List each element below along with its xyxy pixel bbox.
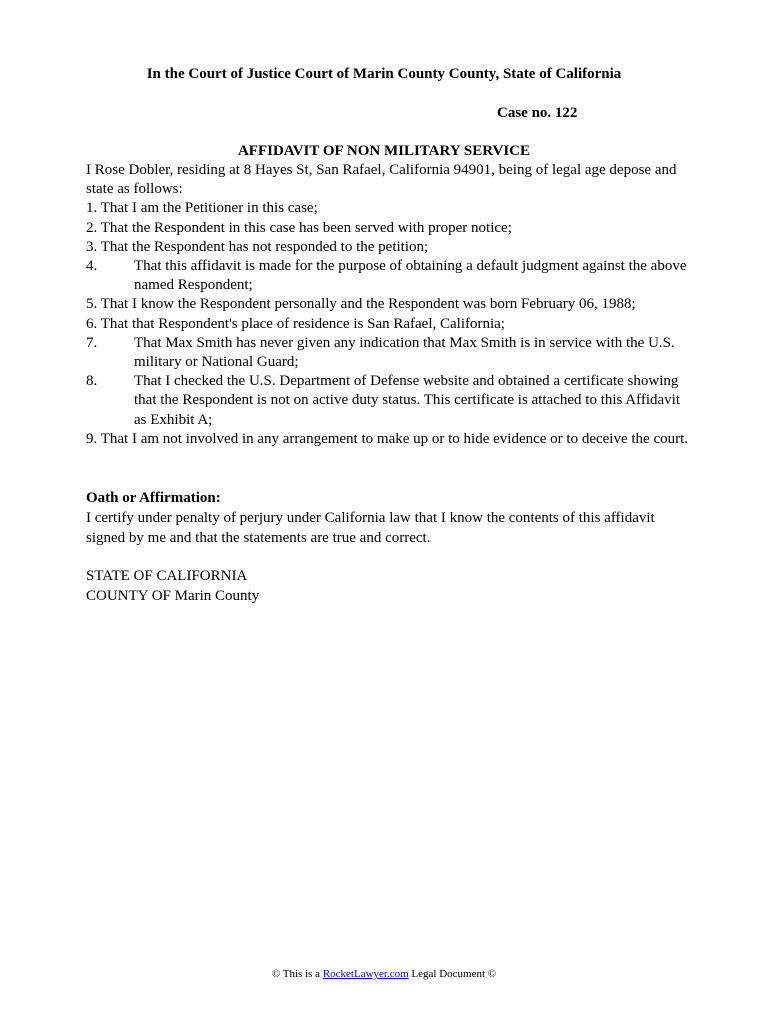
- statement-4-number: 4.: [86, 258, 98, 275]
- case-number: Case no. 122: [497, 105, 578, 121]
- county-line: COUNTY OF Marin County: [86, 587, 260, 604]
- footer-prefix: © This is a: [271, 968, 323, 980]
- statement-9: 9. That I am not involved in any arrangement to make up or to hide evidence or to deceive the court.: [86, 430, 689, 447]
- statement-7-number: 7.: [86, 334, 98, 351]
- affidavit-title: AFFIDAVIT OF NON MILITARY SERVICE: [237, 143, 531, 159]
- footer-suffix: Legal Document ©: [408, 968, 497, 980]
- statement-2: 2. That the Respondent in this case has been served with proper notice;: [86, 219, 512, 236]
- statement-4: [86, 257, 696, 295]
- state-line: STATE OF CALIFORNIA: [86, 568, 248, 584]
- rocketlawyer-link[interactable]: RocketLawyer.com: [322, 968, 409, 980]
- statement-8-text: That I checked the U.S. Department of Defense website and obtained a certificate showing that the Respondent is not on active duty status. This certificate is attached to this Affidavit as Exhibit A;: [134, 373, 680, 428]
- court-heading: In the Court of Justice Court of Marin County County, State of California: [146, 66, 622, 82]
- statement-8: [86, 372, 696, 430]
- statement-8-number: 8.: [86, 373, 98, 390]
- venue-block: [86, 567, 259, 606]
- statement-7-text: That Max Smith has never given any indication that Max Smith is in service with the U.S. military or National Guard;: [134, 334, 675, 371]
- statement-6: 6. That that Respondent's place of residence is San Rafael, California;: [86, 315, 505, 332]
- oath-heading: Oath or Affirmation:: [86, 490, 221, 506]
- statement-5: 5. That I know the Respondent personally and the Respondent was born February 06, 1988;: [86, 296, 636, 313]
- statement-1: 1. That I am the Petitioner in this case;: [86, 200, 318, 217]
- affidavit-body: [86, 161, 696, 449]
- statement-3: 3. That the Respondent has not responded to the petition;: [86, 238, 429, 255]
- oath-text: I certify under penalty of perjury under California law that I know the contents of this affidavit signed by me and that the statements are true and correct.: [86, 510, 655, 546]
- statement-7: [86, 334, 696, 372]
- statement-4-text: That this affidavit is made for the purpose of obtaining a default judgment against the above named Respondent;: [134, 258, 687, 294]
- footer-notice: [0, 967, 768, 981]
- affiant-intro: I Rose Dobler, residing at 8 Hayes St, San Rafael, California 94901, being of legal age depose and state as follows:: [86, 162, 677, 198]
